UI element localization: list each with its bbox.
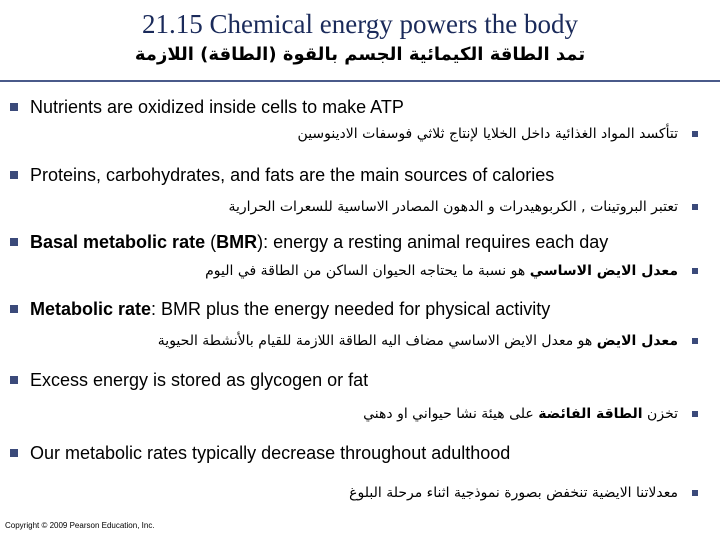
square-bullet-icon bbox=[10, 103, 18, 111]
term-bold: Metabolic rate bbox=[30, 299, 152, 319]
title-divider bbox=[0, 80, 720, 82]
square-bullet-icon bbox=[692, 338, 698, 344]
bullet-item-2 bbox=[10, 163, 710, 187]
bullet-item-6 bbox=[10, 441, 710, 465]
paren-open: ( bbox=[205, 232, 217, 252]
copyright-notice: Copyright © 2009 Pearson Education, Inc. bbox=[5, 521, 155, 530]
sub-bullet-text-ar: معدلاتنا الايضية تنخفض بصورة نموذجية اثناء مرحلة البلوغ bbox=[349, 485, 678, 501]
term-rest-ar: على هيئة نشا حيواني او دهني bbox=[363, 406, 539, 422]
square-bullet-icon bbox=[10, 376, 18, 384]
square-bullet-icon bbox=[692, 411, 698, 417]
sub-bullet-item-5 bbox=[40, 403, 698, 425]
sub-bullet-item-2 bbox=[40, 196, 698, 218]
sub-bullet-text-ar: تعتبر البروتينات , الكربوهيدرات و الدهون المصادر الاساسية للسعرات الحرارية bbox=[228, 199, 678, 215]
square-bullet-icon bbox=[692, 204, 698, 210]
bullet-item-3 bbox=[10, 230, 710, 254]
square-bullet-icon bbox=[692, 131, 698, 137]
square-bullet-icon bbox=[10, 449, 18, 457]
square-bullet-icon bbox=[10, 305, 18, 313]
sub-bullet-pre-ar: تخزن bbox=[642, 406, 678, 422]
slide-title: 21.15 Chemical energy powers the body bbox=[142, 9, 578, 39]
bullet-text-en: Proteins, carbohydrates, and fats are the main sources of calories bbox=[30, 165, 555, 185]
bullet-text-en: Our metabolic rates typically decrease throughout adulthood bbox=[30, 443, 511, 463]
term-bold-ar: معدل الايض bbox=[596, 333, 678, 349]
square-bullet-icon bbox=[10, 238, 18, 246]
bullet-item-4 bbox=[10, 297, 710, 321]
bullet-item-5 bbox=[10, 368, 710, 392]
term-bold-ar: الطاقة الفائضة bbox=[538, 406, 643, 422]
term-rest: ): energy a resting animal requires each day bbox=[257, 232, 609, 252]
term-bold: Basal metabolic rate bbox=[30, 232, 206, 252]
sub-bullet-text-ar: تتأكسد المواد الغذائية داخل الخلايا لإنتاج ثلاثي فوسفات الادينوسين bbox=[297, 126, 678, 142]
slide-subtitle-arabic: تمد الطاقة الكيمائية الجسم بالقوة (الطاقة) اللازمة bbox=[134, 44, 586, 65]
sub-bullet-item-1 bbox=[40, 123, 698, 145]
bullet-text-en: Excess energy is stored as glycogen or fat bbox=[30, 370, 369, 390]
square-bullet-icon bbox=[692, 268, 698, 274]
term-rest: : BMR plus the energy needed for physical activity bbox=[151, 299, 551, 319]
bullet-item-1 bbox=[10, 95, 710, 119]
term-rest-ar: هو معدل الايض الاساسي مضاف اليه الطاقة اللازمة للقيام بالأنشطة الحيوية bbox=[157, 333, 597, 349]
abbr-bold: BMR bbox=[216, 232, 258, 252]
bullet-text-en: Nutrients are oxidized inside cells to make ATP bbox=[30, 97, 404, 117]
sub-bullet-item-4 bbox=[40, 330, 698, 352]
square-bullet-icon bbox=[10, 171, 18, 179]
term-rest-ar: هو نسبة ما يحتاجه الحيوان الساكن من الطاقة في اليوم bbox=[205, 263, 530, 279]
bullet-text-en bbox=[30, 297, 550, 321]
square-bullet-icon bbox=[692, 490, 698, 496]
sub-bullet-item-6 bbox=[40, 482, 698, 504]
term-bold-ar: معدل الايض الاساسي bbox=[529, 263, 678, 279]
sub-bullet-item-3 bbox=[40, 260, 698, 282]
bullet-text-en bbox=[30, 230, 608, 254]
